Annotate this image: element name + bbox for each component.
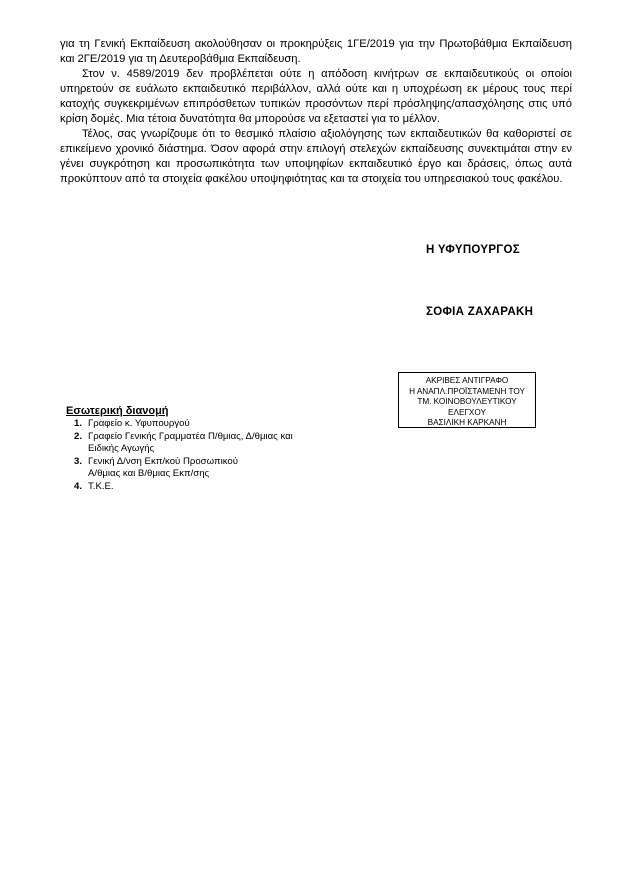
- signatory-name: ΣΟΦΙΑ ΖΑΧΑΡΑΚΗ: [426, 306, 534, 318]
- stamp-line: ΑΚΡΙΒΕΣ ΑΝΤΙΓΡΑΦΟ: [425, 376, 509, 385]
- list-item-text: Ειδικής Αγωγής: [88, 443, 155, 455]
- list-item: [74, 481, 374, 494]
- list-item-number: 1.: [74, 418, 83, 429]
- list-item: [74, 456, 374, 481]
- distribution-list: [74, 418, 374, 494]
- stamp-line: ΒΑΣΙΛΙΚΗ ΚΑΡΚΑΝΗ: [427, 418, 507, 427]
- paragraph-2: Στον ν. 4589/2019 δεν προβλέπεται ούτε η απόδοση κινήτρων σε εκπαιδευτικούς οι οποίοι υπηρετούν σε ευάλωτο εκπαιδευτικό περιβάλλον, αλλά ούτε και η υποχρέωση εκ μέρους τους περί κατοχής συγκεκριμένων επιπρόσθετων τυπικών προσόντων περί πρόσληψης/απασχόλησης στις υπό κρίση δομές. Μια τέτοια δυνατότητα θα μπορούσε να εξεταστεί για το μέλλον.: [60, 68, 572, 125]
- stamp-line: ΤΜ. ΚΟΙΝΟΒΟΥΛΕΥΤΙΚΟΥ: [417, 397, 517, 406]
- list-item-text: Τ.Κ.Ε.: [88, 480, 114, 492]
- true-copy-stamp: [398, 372, 536, 428]
- list-item-number: 4.: [74, 480, 83, 492]
- paragraph-1: για τη Γενική Εκπαίδευση ακολούθησαν οι προκηρύξεις 1ΓΕ/2019 για την Πρωτοβάθμια Εκπαίδευση και 2ΓΕ/2019 για τη Δευτεροβάθμια Εκπαίδευση.: [60, 38, 572, 65]
- list-item-text: Γενική Δ/νση Εκπ/κού Προσωπικού: [88, 455, 238, 467]
- paragraph-3: Τέλος, σας γνωρίζουμε ότι το θεσμικό πλαίσιο αξιολόγησης των εκπαιδευτικών θα καθοριστεί σε επικείμενο χρονικό διάστημα. Όσον αφορά στην επιλογή στελεχών εκπαίδευσης συνεκτιμάται στην εν γένει συγκρότηση και προσωπικότητα των υποψηφίων εκπαιδευτικό έργο και δράσεις, όπως αυτά προκύπτουν από τα στοιχεία φακέλου υποψηφιότητας και τα στοιχεία του υπηρεσιακού τους φακέλου.: [60, 128, 572, 185]
- list-item: [74, 431, 374, 456]
- body-text: [60, 37, 572, 187]
- list-item-text: Γραφείο κ. Υφυπουργού: [88, 418, 190, 429]
- list-item-text: Α/θμιας και Β/θμιας Εκπ/σης: [88, 468, 210, 480]
- stamp-line: ΕΛΕΓΧΟΥ: [448, 407, 486, 417]
- list-item-text: Γραφείο Γενικής Γραμματέα Π/θμιας, Δ/θμιας και: [88, 430, 293, 442]
- signatory-title: Η ΥΦΥΠΟΥΡΓΟΣ: [426, 244, 520, 256]
- list-item-number: 3.: [74, 455, 83, 467]
- stamp-line: Η ΑΝΑΠΛ.ΠΡΟΪΣΤΑΜΕΝΗ ΤΟΥ: [409, 386, 525, 396]
- list-item: [74, 418, 374, 431]
- list-item-number: 2.: [74, 430, 83, 442]
- distribution-heading: Εσωτερική διανομή: [66, 405, 169, 417]
